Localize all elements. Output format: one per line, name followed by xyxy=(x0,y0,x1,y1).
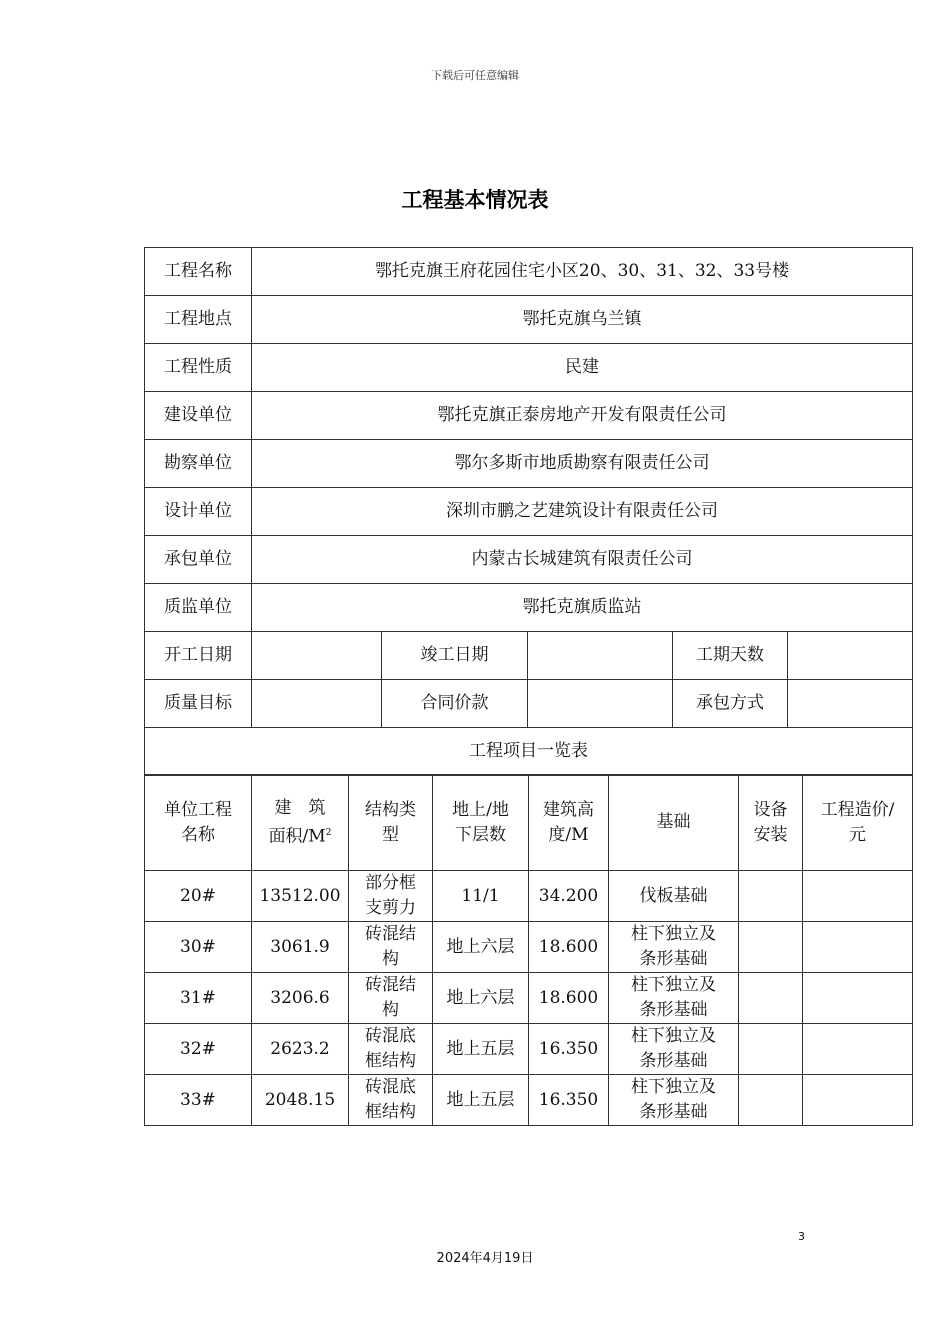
page-number: 3 xyxy=(798,1230,805,1243)
cell-floors: 地上五层 xyxy=(433,1075,529,1126)
contract-mode-label: 承包方式 xyxy=(673,680,788,728)
cell-text: 条形基础 xyxy=(639,1000,708,1020)
main-table xyxy=(144,631,913,776)
project-list-table xyxy=(144,774,913,1126)
contract-mode-value xyxy=(788,680,913,728)
table-row xyxy=(145,1024,913,1075)
cell-floors: 地上五层 xyxy=(433,1024,529,1075)
cell-structure xyxy=(349,1024,433,1075)
table-row xyxy=(145,1075,913,1126)
header-area xyxy=(252,775,349,871)
finish-date-value xyxy=(528,632,673,680)
contract-price-value xyxy=(528,680,673,728)
start-date-label: 开工日期 xyxy=(145,632,252,680)
header-text: 面积/M xyxy=(268,826,326,847)
header-unit xyxy=(145,775,252,871)
header-text: 度/M xyxy=(548,824,589,845)
header-text: 设备 xyxy=(753,799,788,820)
header-text: 建 筑 xyxy=(274,797,326,818)
value-cell: 鄂托克旗王府花园住宅小区20、30、31、32、33号楼 xyxy=(252,248,913,296)
cell-text: 部分框 xyxy=(365,873,416,893)
label-cell: 工程名称 xyxy=(145,248,252,296)
cell-height: 16.350 xyxy=(529,1024,609,1075)
cell-text: 柱下独立及 xyxy=(631,1026,716,1046)
cell-height: 18.600 xyxy=(529,973,609,1024)
header-floors xyxy=(433,775,529,871)
header-foundation: 基础 xyxy=(609,775,739,871)
value-cell: 内蒙古长城建筑有限责任公司 xyxy=(252,536,913,584)
cell-text: 条形基础 xyxy=(639,949,708,969)
info-row xyxy=(145,440,913,488)
cell-area: 2623.2 xyxy=(252,1024,349,1075)
value-cell: 民建 xyxy=(252,344,913,392)
value-cell: 鄂尔多斯市地质勘察有限责任公司 xyxy=(252,440,913,488)
cell-unit: 20# xyxy=(145,871,252,922)
info-row xyxy=(145,536,913,584)
cell-area: 3061.9 xyxy=(252,922,349,973)
label-cell: 承包单位 xyxy=(145,536,252,584)
cell-text: 支剪力 xyxy=(365,898,416,918)
cell-floors: 11/1 xyxy=(433,871,529,922)
info-row xyxy=(145,248,913,296)
header-text: 型 xyxy=(382,824,399,845)
header-height xyxy=(529,775,609,871)
header-equipment xyxy=(739,775,803,871)
cell-cost xyxy=(803,1024,913,1075)
info-row xyxy=(145,344,913,392)
label-cell: 建设单位 xyxy=(145,392,252,440)
cell-cost xyxy=(803,1075,913,1126)
cell-text: 柱下独立及 xyxy=(631,924,716,944)
cell-equipment xyxy=(739,871,803,922)
duration-value xyxy=(788,632,913,680)
cell-area: 2048.15 xyxy=(252,1075,349,1126)
footer-date: 2024年4月19日 xyxy=(436,1251,534,1266)
header-text: 建筑高 xyxy=(543,799,594,820)
cell-text: 框结构 xyxy=(365,1051,416,1071)
cell-area: 3206.6 xyxy=(252,973,349,1024)
header-cost xyxy=(803,775,913,871)
finish-date-label: 竣工日期 xyxy=(382,632,528,680)
label-cell: 质监单位 xyxy=(145,584,252,632)
cell-foundation xyxy=(609,1024,739,1075)
header-note: 下载后可任意编辑 xyxy=(431,69,519,82)
cell-structure xyxy=(349,1075,433,1126)
header-structure xyxy=(349,775,433,871)
cell-cost xyxy=(803,871,913,922)
value-cell: 鄂托克旗质监站 xyxy=(252,584,913,632)
cell-unit: 33# xyxy=(145,1075,252,1126)
cell-height: 18.600 xyxy=(529,922,609,973)
cell-text: 构 xyxy=(382,949,399,969)
table-row xyxy=(145,871,913,922)
cell-text: 框结构 xyxy=(365,1102,416,1122)
header-text xyxy=(254,821,346,850)
cell-text: 砖混结 xyxy=(365,924,416,944)
page-title: 工程基本情况表 xyxy=(401,188,549,212)
cell-text: 砖混结 xyxy=(365,975,416,995)
info-row xyxy=(145,296,913,344)
cell-area: 13512.00 xyxy=(252,871,349,922)
cell-structure xyxy=(349,973,433,1024)
cell-height: 34.200 xyxy=(529,871,609,922)
cell-text: 砖混底 xyxy=(365,1026,416,1046)
label-cell: 工程性质 xyxy=(145,344,252,392)
label-cell: 勘察单位 xyxy=(145,440,252,488)
cell-equipment xyxy=(739,1024,803,1075)
list-title-row xyxy=(145,728,913,776)
cell-height: 16.350 xyxy=(529,1075,609,1126)
header-sup: 2 xyxy=(325,827,332,838)
cell-cost xyxy=(803,922,913,973)
label-cell: 设计单位 xyxy=(145,488,252,536)
cell-unit: 30# xyxy=(145,922,252,973)
info-row xyxy=(145,488,913,536)
cell-foundation: 伐板基础 xyxy=(609,871,739,922)
cell-text: 条形基础 xyxy=(639,1102,708,1122)
header-text: 工程造价/ xyxy=(820,799,895,820)
header-text: 单位工程 xyxy=(164,799,232,820)
value-cell: 鄂托克旗乌兰镇 xyxy=(252,296,913,344)
header-text: 名称 xyxy=(181,824,215,845)
list-header-row xyxy=(145,775,913,871)
cell-text: 柱下独立及 xyxy=(631,1077,716,1097)
cell-floors: 地上六层 xyxy=(433,973,529,1024)
project-info-table xyxy=(144,247,913,632)
schedule-row xyxy=(145,632,913,680)
table-row xyxy=(145,973,913,1024)
value-cell: 鄂托克旗正泰房地产开发有限责任公司 xyxy=(252,392,913,440)
quality-value xyxy=(252,680,382,728)
start-date-value xyxy=(252,632,382,680)
cell-cost xyxy=(803,973,913,1024)
cell-floors: 地上六层 xyxy=(433,922,529,973)
contract-price-label: 合同价款 xyxy=(382,680,528,728)
cell-text: 柱下独立及 xyxy=(631,975,716,995)
cell-text: 砖混底 xyxy=(365,1077,416,1097)
cell-equipment xyxy=(739,922,803,973)
quality-row xyxy=(145,680,913,728)
table-row xyxy=(145,922,913,973)
duration-label: 工期天数 xyxy=(673,632,788,680)
header-text: 结构类 xyxy=(365,799,416,820)
header-text: 安装 xyxy=(753,824,788,845)
cell-foundation xyxy=(609,1075,739,1126)
cell-equipment xyxy=(739,1075,803,1126)
info-row xyxy=(145,584,913,632)
cell-unit: 31# xyxy=(145,973,252,1024)
cell-structure xyxy=(349,922,433,973)
cell-equipment xyxy=(739,973,803,1024)
value-cell: 深圳市鹏之艺建筑设计有限责任公司 xyxy=(252,488,913,536)
label-cell: 工程地点 xyxy=(145,296,252,344)
info-row xyxy=(145,392,913,440)
cell-text: 条形基础 xyxy=(639,1051,708,1071)
list-title: 工程项目一览表 xyxy=(145,728,913,776)
cell-foundation xyxy=(609,973,739,1024)
cell-structure xyxy=(349,871,433,922)
quality-label: 质量目标 xyxy=(145,680,252,728)
header-text: 下层数 xyxy=(455,824,506,845)
cell-text: 构 xyxy=(382,1000,399,1020)
header-text: 地上/地 xyxy=(452,799,509,820)
cell-unit: 32# xyxy=(145,1024,252,1075)
header-text: 元 xyxy=(849,824,866,845)
cell-foundation xyxy=(609,922,739,973)
